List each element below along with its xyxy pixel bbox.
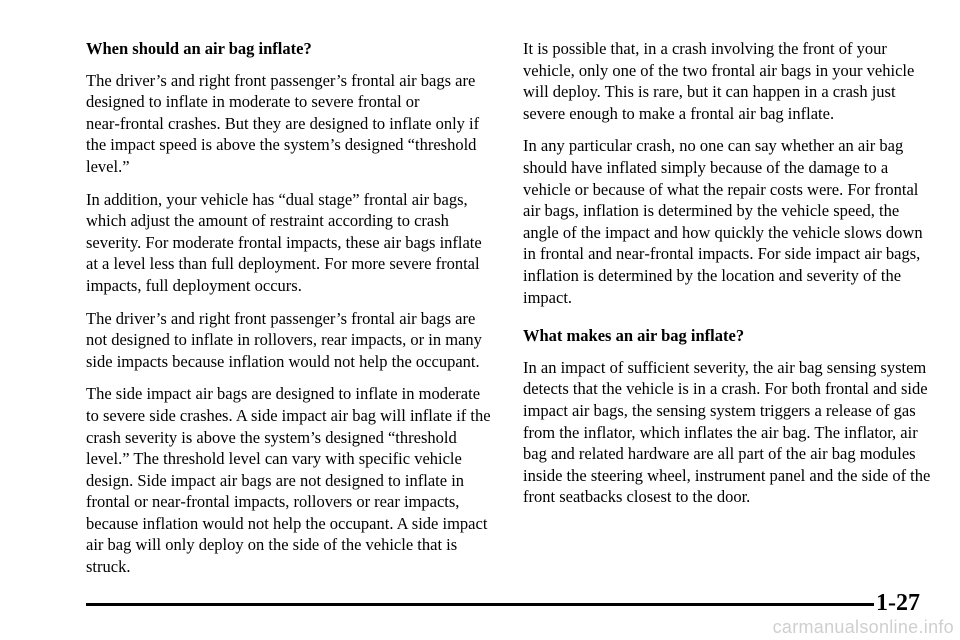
paragraph: In any particular crash, no one can say whether an air bag should have inflated simply because of the damage to a vehicle or because of what the repair costs were. For frontal air bags, inflation is determined by the vehicle speed, the angle of the impact and how quickly the vehicle slows down in frontal and near‑frontal impacts. For side impact air bags, inflation is determined by the location and severity of the impact.: [523, 136, 923, 307]
right-column: [523, 38, 931, 519]
paragraph: In an impact of sufficient severity, the air bag sensing system detects that the vehicle is in a crash. For both frontal and side impact air bags, the sensing system triggers a release of gas from the inflator, which inflates the air bag. The inflator, air bag and related hardware are all part of the air bag modules inside the steering wheel, instrument panel and the side of the front seatbacks closest to the door.: [523, 357, 931, 507]
paragraph: The driver’s and right front passenger’s frontal air bags are designed to inflate in moderate to severe frontal or near‑frontal crashes. But they are designed to inflate only if the impact speed is above the system’s designed “threshold level.”: [86, 70, 480, 176]
paragraph: The side impact air bags are designed to inflate in moderate to severe side crashes. A side impact air bag will inflate if the crash severity is above the system’s designed “threshold level.” The threshold level can vary with specific vehicle design. Side impact air bags are not designed to inflate in frontal or near‑frontal impacts, rollovers or rear impacts, because inflation would not help the occupant. A side impact air bag will only deploy on the side of the vehicle that is struck.: [86, 384, 491, 577]
paragraph: It is possible that, in a crash involving the front of your vehicle, only one of the two frontal air bags in your vehicle will deploy. This is rare, but it can happen in a crash just severe enough to make a frontal air bag inflate.: [523, 39, 915, 123]
page-number: 1-27: [876, 590, 920, 616]
section-heading-what-makes-inflate: What makes an air bag inflate?: [523, 326, 745, 346]
section-heading-when-inflate: When should an air bag inflate?: [86, 39, 312, 58]
footer-rule: [86, 603, 874, 606]
watermark: carmanualsonline.info: [772, 617, 954, 637]
left-column: [86, 38, 494, 589]
paragraph: In addition, your vehicle has “dual stage” frontal air bags, which adjust the amount of restraint according to crash severity. For moderate frontal impacts, these air bags inflate at a level less than full deployment. For more severe frontal impacts, full deployment occurs.: [86, 189, 482, 295]
paragraph: The driver’s and right front passenger’s frontal air bags are not designed to inflate in rollovers, rear impacts, or in many side impacts because inflation would not help the occupant.: [86, 308, 482, 371]
